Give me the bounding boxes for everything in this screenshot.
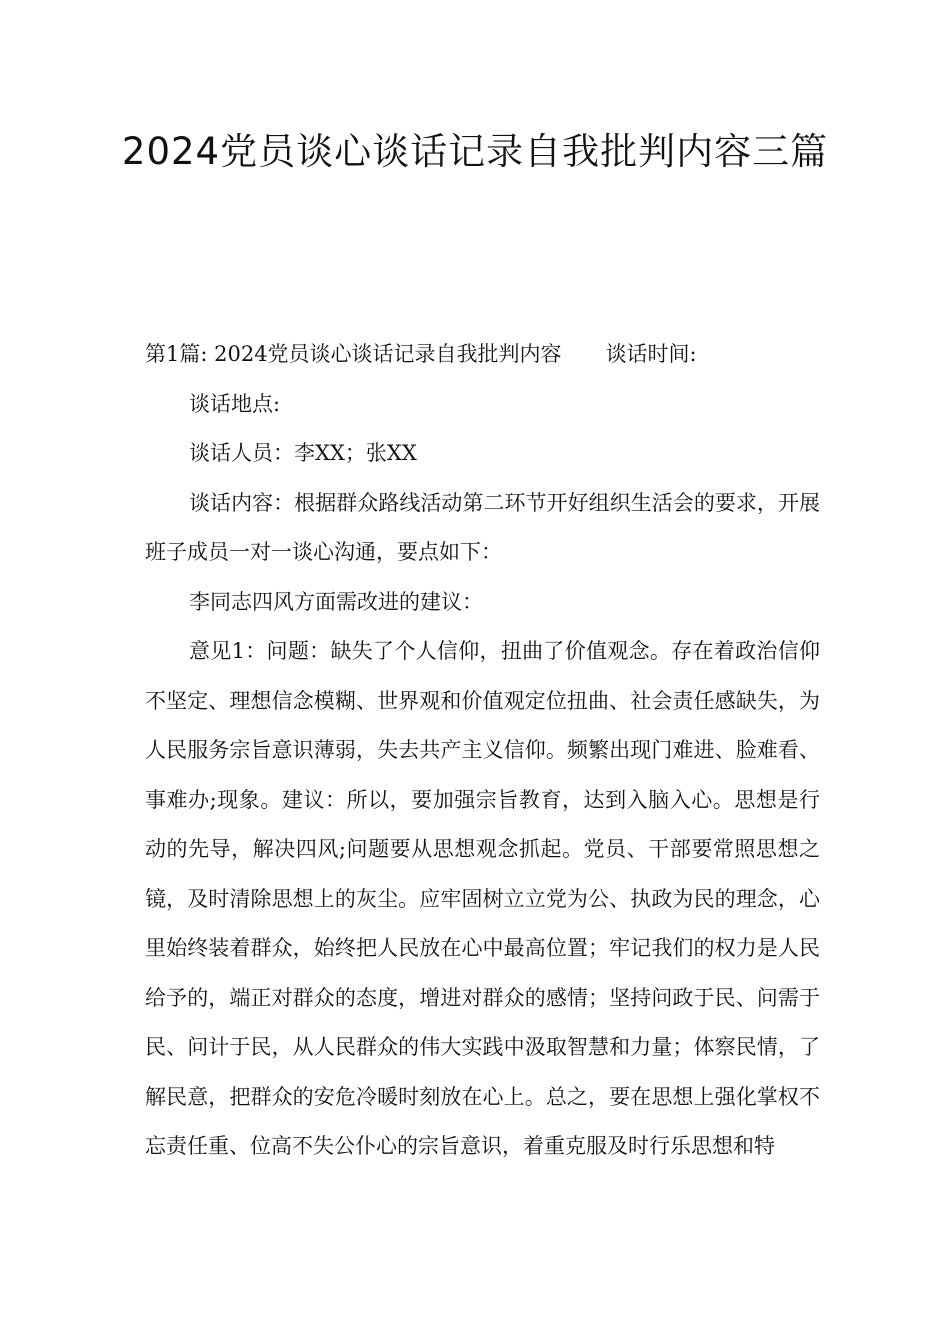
location-label: 谈话地点: bbox=[189, 391, 281, 416]
people-line: 谈话人员：李XX；张XX bbox=[189, 441, 417, 465]
content-intro: 谈话内容：根据群众路线活动第二环节开好组织生活会的要求，开展班子成员一对一谈心沟通，要点如下： bbox=[145, 490, 820, 564]
part-heading: 第1篇: 2024党员谈心谈话记录自我批判内容 bbox=[145, 342, 562, 366]
document-title: 2024党员谈心谈话记录自我批判内容三篇 bbox=[121, 130, 829, 173]
opinion-1-paragraph: 意见1：问题：缺失了个人信仰，扭曲了价值观念。存在着政治信仰不坚定、理想信念模糊、世界观和价值观定位扭曲、社会责任感缺失，为人民服务宗旨意识薄弱，失去共产主义信仰。频繁出现门难进、脸难看、事难办;现象。建议：所以，要加强宗旨教育，达到入脑入心。思想是行动的先导，解决四风;问题要从思想观念抓起。党员、干部要常照思想之镜，及时清除思想上的灰尘。应牢固树立立党为公、执政为民的理念，心里始终装着群众，始终把人民放在心中最高位置；牢记我们的权力是人民给予的，端正对群众的态度，增进对群众的感情；坚持问政于民、问需于民、问计于民，从人民群众的伟大实践中汲取智慧和力量；体察民情，了解民意，把群众的安危冷暖时刻放在心上。总之，要在思想上强化掌权不忘责任重、位高不失公仆心的宗旨意识，着重克服及时行乐思想和特 bbox=[145, 639, 820, 1158]
time-label: 谈话时间: bbox=[605, 342, 697, 366]
subheading: 李同志四风方面需改进的建议： bbox=[189, 589, 483, 614]
heading-line bbox=[145, 330, 820, 380]
document-body bbox=[145, 330, 820, 1172]
